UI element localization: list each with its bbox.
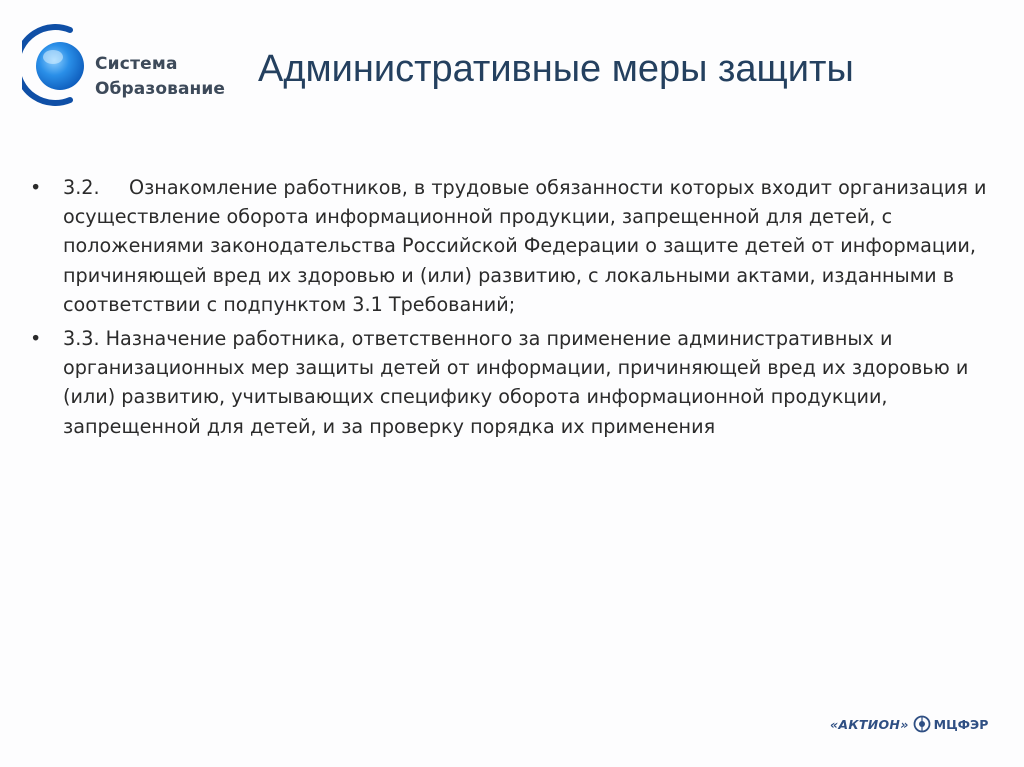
item-text: Ознакомление работников, в трудовые обязанности которых входит организация и осуществление оборота информационной продукции, запрещенной для детей, с положениями законодательства Российской Федерации о защите детей от информации, причиняющей вред их здоровью и (или) развитию, с локальными актами, изданными в соответствии с подпунктом 3.1 Требований; [63,176,987,316]
footer-brand-aktion: «АКТИОН» [830,716,909,732]
logo-text-line1: Система [95,54,178,74]
slide-title: Административные меры защиты [258,48,854,90]
list-item [30,324,990,441]
item-text: Назначение работника, ответственного за применение административных и организационных мер защиты детей от информации, причиняющей вред их здоровью и (или) развитию, учитывающих специфику оборота информационной продукции, запрещенной для детей, и за проверку порядка их применения [63,327,969,438]
logo-text-line2: Образование [95,79,226,99]
globe-logo-icon [22,24,92,106]
aktion-mcfer-logo [830,712,988,736]
mcfer-emblem-icon [913,715,931,733]
bullet-list [30,173,990,441]
bullet-marker: • [30,327,42,351]
bullet-marker: • [30,176,42,199]
item-number: 3.2. [63,176,100,199]
footer-brand-mcfer: МЦФЭР [933,716,989,732]
sistema-obrazovanie-logo [22,24,252,110]
item-number: 3.3. [63,327,100,351]
list-item [30,173,990,319]
